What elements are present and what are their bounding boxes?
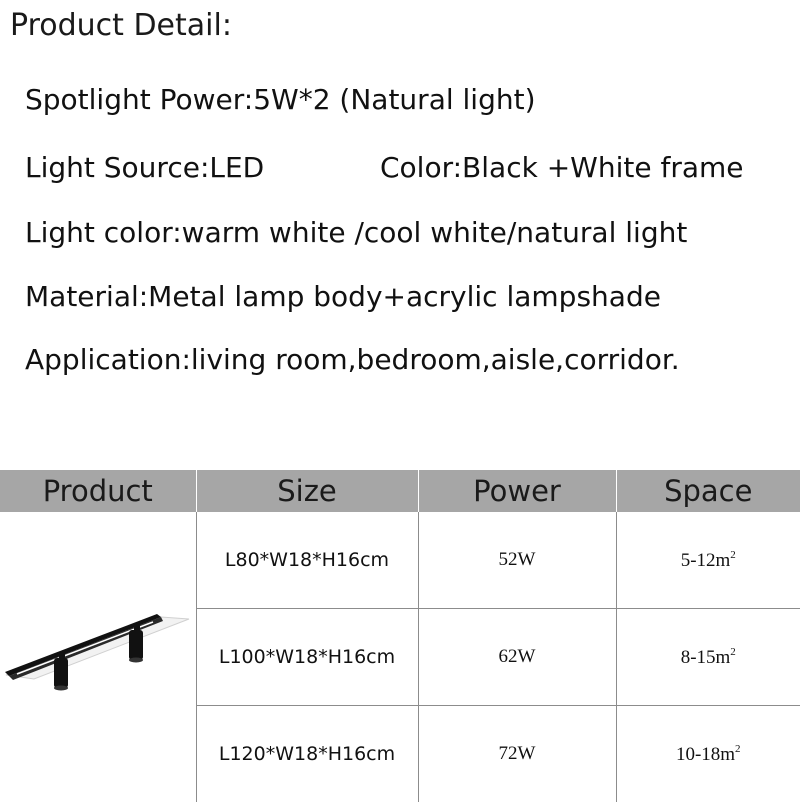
product-image-cell	[0, 512, 196, 802]
size-cell: L100*W18*H16cm	[196, 609, 418, 706]
space-cell	[616, 512, 800, 609]
header-power: Power	[418, 470, 616, 512]
size-cell: L120*W18*H16cm	[196, 706, 418, 802]
spec-material: Material:Metal lamp body+acrylic lampshade	[25, 277, 661, 317]
space-value: 10-18m	[676, 744, 735, 765]
spec-light-color: Light color:warm white /cool white/natural light	[25, 213, 687, 253]
table-header-row	[0, 470, 800, 512]
table-row	[0, 512, 800, 609]
space-unit-superscript: 2	[735, 743, 741, 755]
header-product: Product	[0, 470, 196, 512]
space-unit-superscript: 2	[730, 549, 736, 561]
header-size: Size	[196, 470, 418, 512]
spec-color: Color:Black +White frame	[380, 148, 744, 188]
space-cell	[616, 706, 800, 802]
power-cell: 52W	[418, 512, 616, 609]
spec-application: Application:living room,bedroom,aisle,corridor.	[25, 340, 680, 380]
spec-light-source: Light Source:LED	[25, 148, 264, 188]
size-cell: L80*W18*H16cm	[196, 512, 418, 609]
ceiling-lamp-image	[3, 592, 193, 722]
space-cell	[616, 609, 800, 706]
header-space: Space	[616, 470, 800, 512]
power-cell: 72W	[418, 706, 616, 802]
page-title: Product Detail:	[10, 4, 232, 48]
power-cell: 62W	[418, 609, 616, 706]
space-value: 8-15m	[681, 647, 731, 668]
space-value: 5-12m	[681, 550, 731, 571]
space-unit-superscript: 2	[730, 646, 736, 658]
spec-spotlight-power: Spotlight Power:5W*2 (Natural light)	[25, 80, 536, 120]
product-table	[0, 470, 800, 802]
